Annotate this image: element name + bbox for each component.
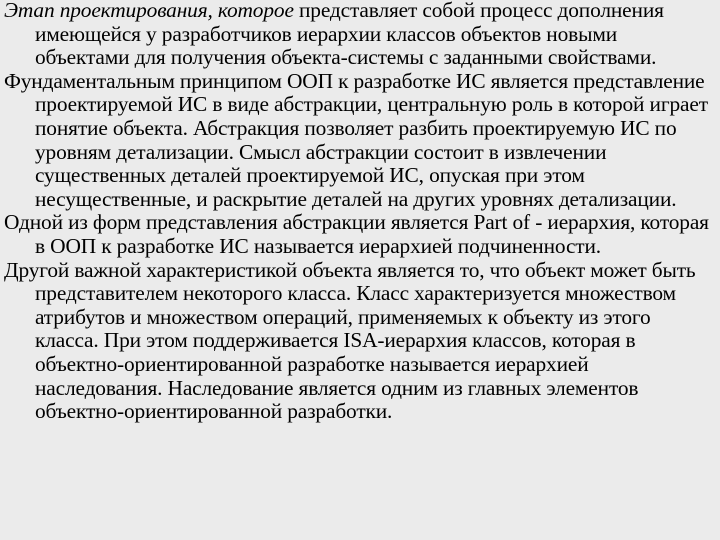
paragraph-design-stage bbox=[4, 0, 716, 70]
paragraph-text: Фундаментальным принципом ООП к разработке ИС является представление проектируемой ИС в виде абстракции, центральную роль в которой играет понятие объекта. Абстракция позволяет разбить проектируемую ИС по уровням детализации. Смысл абстракции состоит в извлечении существенных деталей проектируемой ИС, опуская при этом несущественные, и раскрытие деталей на других уровнях детализации. bbox=[4, 68, 708, 211]
paragraph-class-inheritance bbox=[4, 259, 716, 424]
paragraph-text: представляет собой процесс дополнения имеющейся у разработчиков иерархии классов объектов новыми объектами для получения объекта-системы с заданными свойствами. bbox=[35, 0, 664, 70]
paragraph-text: Другой важной характеристикой объекта является то, что объект может быть представителем некоторого класса. Класс характеризуется множеством атрибутов и множеством операций, применяемых к объекту из этого класса. При этом поддерживается ISA-иерархия классов, которая в объектно-ориентированной разработке называется иерархией наследования. Наследование является одним из главных элементов объектно-ориентированной разработки. bbox=[4, 257, 696, 424]
italic-term: Этап проектирования, которое bbox=[4, 0, 294, 22]
paragraph-abstraction-principle bbox=[4, 70, 716, 212]
paragraph-part-of-hierarchy bbox=[4, 211, 716, 258]
paragraph-text: Одной из форм представления абстракции является Part of - иерархия, которая в ООП к разработке ИС называется иерархией подчиненности. bbox=[4, 210, 709, 258]
